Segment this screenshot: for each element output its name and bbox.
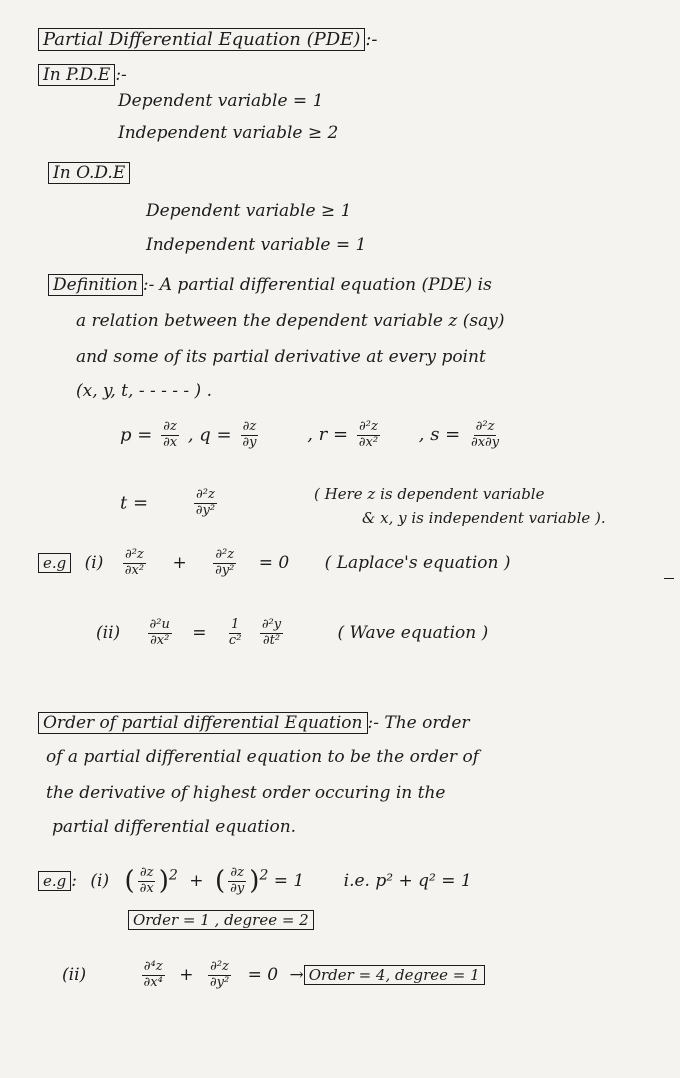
- q-fraction: $\frac{\partial z}{\partial y}$: [242, 419, 257, 450]
- notation-note-2: & x, y is independent variable ).: [362, 509, 606, 527]
- laplace-term-2: $\frac{\text{∂²z}}{\text{∂y²}}$: [215, 547, 235, 578]
- t-fraction: $\frac{\text{∂²z}}{\text{∂y²}}$: [195, 487, 216, 518]
- ode-independent: Independent variable = 1: [146, 235, 367, 255]
- notation-pqrs: [120, 420, 504, 451]
- r-symbol: , r =: [307, 424, 349, 446]
- definition-text-1: :- A partial differential equation (PDE) is: [142, 275, 492, 295]
- pen-mark: [664, 578, 674, 579]
- definition-line-1: [48, 276, 492, 295]
- page-title: Partial Differential Equation (PDE): [38, 28, 365, 51]
- order-label: Order of partial differential Equation: [38, 712, 368, 734]
- pde-independent: Independent variable ≥ 2: [118, 123, 339, 143]
- order-i-exp-1: 2: [168, 867, 178, 884]
- order-ii-result-box: Order = 4, degree = 1: [304, 965, 485, 985]
- order-ii-equals: = 0: [247, 964, 279, 985]
- order-example-i-marker: (i): [90, 870, 110, 891]
- order-i-ie: i.e. p² + q² = 1: [343, 870, 472, 891]
- pde-suffix: :-: [115, 65, 127, 85]
- definition-line-2: a relation between the dependent variable z (say): [76, 311, 505, 331]
- title-line: [38, 30, 378, 50]
- order-example-ii-marker: (ii): [62, 964, 87, 985]
- r-fraction: $\frac{\text{∂²z}}{\text{∂x²}}$: [358, 419, 379, 450]
- ode-heading: [48, 164, 130, 183]
- example-ii-marker: (ii): [96, 622, 121, 643]
- laplace-equals: = 0: [258, 552, 290, 573]
- pde-label: In P.D.E: [38, 64, 115, 86]
- order-i-result-box: Order = 1 , degree = 2: [128, 910, 314, 930]
- ode-dependent: Dependent variable ≥ 1: [146, 201, 352, 221]
- order-i-exp-2: 2: [259, 867, 269, 884]
- order-example-i: [38, 866, 472, 897]
- p-symbol: p =: [120, 424, 153, 446]
- ode-label: In O.D.E: [48, 162, 130, 184]
- laplace-term-1: $\frac{\text{∂²z}}{\text{∂x²}}$: [124, 547, 145, 578]
- example-ii: [96, 618, 488, 649]
- t-symbol: t =: [120, 492, 149, 514]
- definition-label: Definition: [48, 274, 143, 296]
- order-example-ii: [62, 960, 485, 991]
- q-symbol: , q =: [187, 424, 232, 446]
- wave-term-2: $\frac{\text{∂²y}}{\text{∂t²}}$: [261, 617, 282, 648]
- pde-heading: [38, 66, 127, 85]
- order-eg-label: e.g: [38, 871, 71, 891]
- order-line-1: [38, 714, 470, 733]
- wave-equals: =: [192, 622, 207, 643]
- close-paren-1: ): [158, 866, 169, 897]
- definition-line-3: and some of its partial derivative at every point: [76, 347, 486, 367]
- order-line-3: the derivative of highest order occuring in the: [46, 783, 446, 803]
- example-i-marker: (i): [84, 552, 104, 573]
- order-line-4: partial differential equation.: [52, 817, 297, 837]
- laplace-plus: +: [172, 552, 187, 573]
- example-i: [38, 548, 510, 579]
- order-eg-colon: :: [71, 870, 77, 891]
- wave-name: ( Wave equation ): [337, 622, 489, 643]
- p-fraction: $\frac{\partial z}{\partial x}$: [163, 419, 178, 450]
- order-i-term-1: $\frac{\partial z}{\partial x}$: [139, 865, 154, 896]
- title-suffix: :-: [365, 29, 378, 50]
- close-paren-2: ): [249, 866, 260, 897]
- order-i-plus: +: [189, 870, 204, 891]
- open-paren-1: (: [124, 866, 135, 897]
- s-fraction: $\frac{\text{∂²z}}{\partial x\partial y}$: [471, 419, 500, 450]
- order-ii-term-2: $\frac{\text{∂²z}}{\text{∂y²}}$: [209, 959, 230, 990]
- notation-t: [120, 488, 220, 519]
- order-ii-term-1: $\frac{\text{∂⁴z}}{\text{∂x⁴}}$: [143, 959, 163, 990]
- laplace-name: ( Laplace's equation ): [324, 552, 511, 573]
- eg-label: e.g: [38, 553, 71, 573]
- definition-line-4: (x, y, t, - - - - - ) .: [76, 381, 212, 401]
- order-i-result: [128, 912, 314, 929]
- arrow-icon: →: [289, 964, 304, 985]
- order-line-2: of a partial differential equation to be the order of: [46, 747, 479, 767]
- wave-coefficient: $\frac{1}{\text{c²}}$: [228, 617, 242, 648]
- s-symbol: , s =: [418, 424, 461, 446]
- wave-term-1: $\frac{\text{∂²u}}{\text{∂x²}}$: [149, 617, 170, 648]
- order-ii-plus: +: [179, 964, 194, 985]
- pde-dependent: Dependent variable = 1: [118, 91, 324, 111]
- open-paren-2: (: [214, 866, 226, 897]
- order-i-equals: = 1: [273, 870, 305, 891]
- order-text-1: :- The order: [367, 713, 470, 733]
- order-i-term-2: $\frac{\partial z}{\partial y}$: [230, 865, 245, 896]
- notation-note-1: ( Here z is dependent variable: [314, 485, 545, 503]
